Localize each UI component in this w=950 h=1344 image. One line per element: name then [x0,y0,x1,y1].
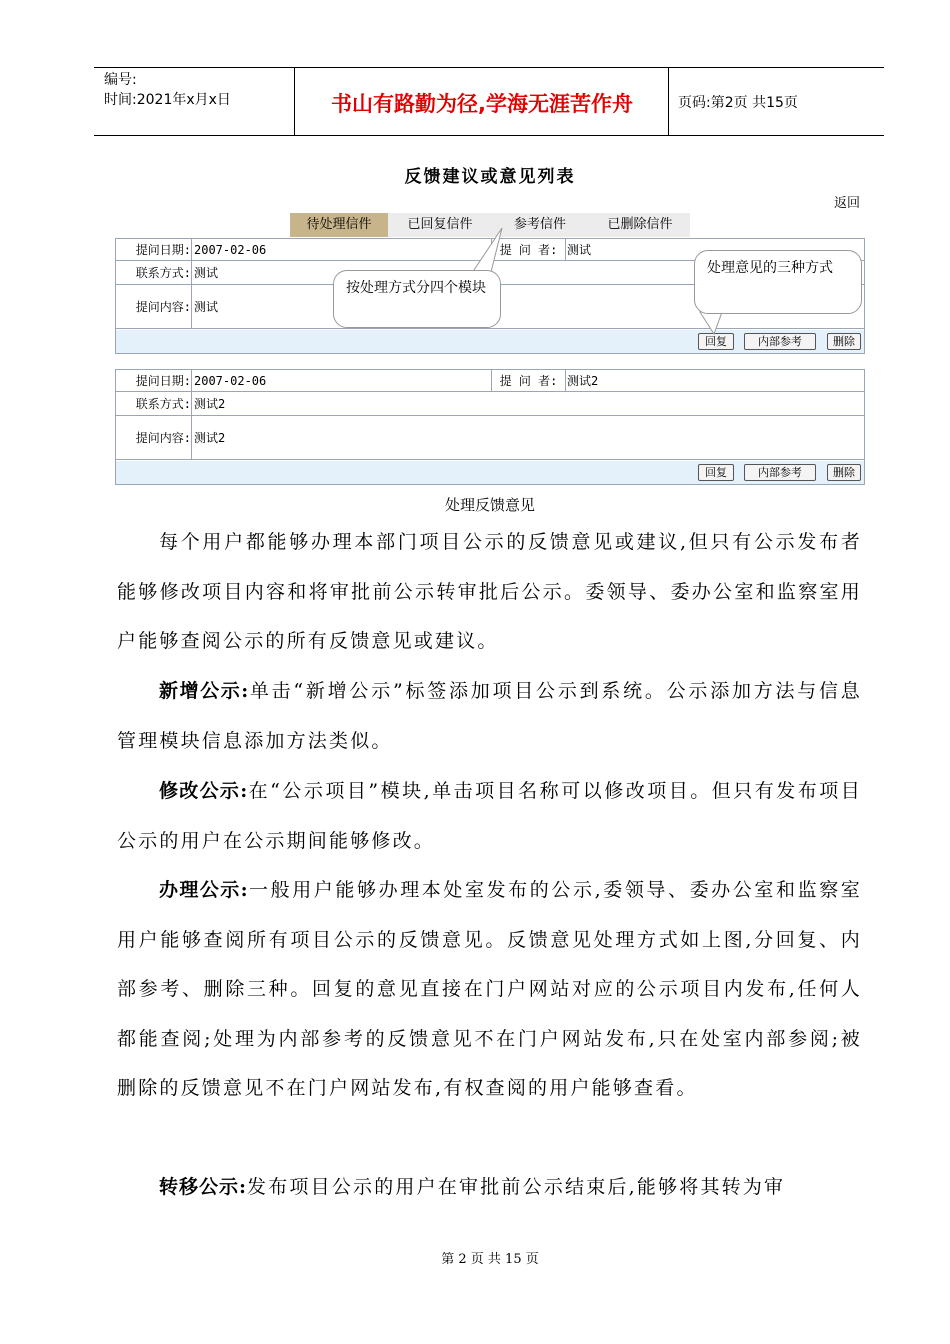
date-value: 2007-02-06 [194,373,267,388]
paragraph-heading: 办理公示: [159,879,249,901]
paragraph-edit-notice [117,767,862,866]
paragraph-heading: 修改公示: [159,780,249,802]
date-label: 提问日期: [116,370,192,391]
paragraph-transfer-notice [117,1163,862,1213]
tab-reference[interactable]: 参考信件 [513,217,566,232]
callout-action-types: 处理意见的三种方式 [694,250,862,314]
paragraph-permissions: 每个用户都能够办理本部门项目公示的反馈意见或建议,但只有公示发布者能够修改项目内容和将审批前公示转审批后公示。委领导、委办公室和监察室用户能够查阅公示的所有反馈意见或建议。 [117,531,862,652]
callout-tab-modules: 按处理方式分四个模块 [333,270,501,328]
document-date: 时间:2021年x月x日 [104,92,231,108]
document-number-label: 编号: [104,72,137,88]
content-value: 测试 [194,300,219,314]
page-footer: 第 2 页 共 15 页 [441,1252,539,1267]
date-label: 提问日期: [116,239,192,260]
internal-reference-button[interactable]: 内部参考 [744,464,816,481]
reply-button[interactable]: 回复 [698,333,734,350]
feedback-list-title: 反馈建议或意见列表 [404,167,576,187]
paragraph-handle-notice [117,866,862,1114]
back-link[interactable]: 返回 [834,196,861,211]
contact-label: 联系方式: [116,392,192,415]
contact-value: 测试2 [194,397,226,411]
delete-button[interactable]: 删除 [827,333,861,350]
contact-value: 测试 [194,266,219,280]
paragraph-heading: 转移公示: [159,1176,248,1198]
asker-label: 提 问 者: [491,370,566,391]
asker-label: 提 问 者: [491,239,566,260]
header-page-info: 页码:第2页 共15页 [678,95,798,111]
content-value: 测试2 [194,431,226,445]
contact-label: 联系方式: [116,261,192,284]
asker-value: 测试 [567,243,592,257]
tab-replied[interactable]: 已回复信件 [407,217,473,232]
paragraph-text: 发布项目公示的用户在审批前公示结束后,能够将其转为审 [247,1176,786,1198]
delete-button[interactable]: 删除 [827,464,861,481]
date-value: 2007-02-06 [194,242,267,257]
content-label: 提问内容: [116,416,192,459]
asker-value: 测试2 [567,374,599,388]
paragraph-text: 在“公示项目”模块,单击项目名称可以修改项目。但只有发布项目公示的用户在公示期间能够修改。 [117,780,863,852]
internal-reference-button[interactable]: 内部参考 [744,333,816,350]
tab-pending[interactable]: 待处理信件 [290,213,388,237]
paragraph-heading: 新增公示: [159,680,250,702]
header-motto: 书山有路勤为径,学海无涯苦作舟 [331,92,633,116]
content-label: 提问内容: [116,285,192,328]
paragraph-text: 一般用户能够办理本处室发布的公示,委领导、委办公室和监察室用户能够查阅所有项目公示的反馈意见。反馈意见处理方式如上图,分回复、内部参考、删除三种。回复的意见直接在门户网站对应的公示项目内发布,任何人都能查阅;处理为内部参考的反馈意见不在门户网站发布,只在处室内部参阅;被删除的反馈意见不在门户网站发布,有权查阅的用户能够查看。 [117,879,862,1099]
tab-deleted[interactable]: 已删除信件 [607,217,673,232]
reply-button[interactable]: 回复 [698,464,734,481]
paragraph-text: 单击“新增公示”标签添加项目公示到系统。公示添加方法与信息管理模块信息添加方法类似。 [117,680,863,752]
paragraph-add-notice [117,667,862,766]
figure-caption: 处理反馈意见 [444,496,535,514]
